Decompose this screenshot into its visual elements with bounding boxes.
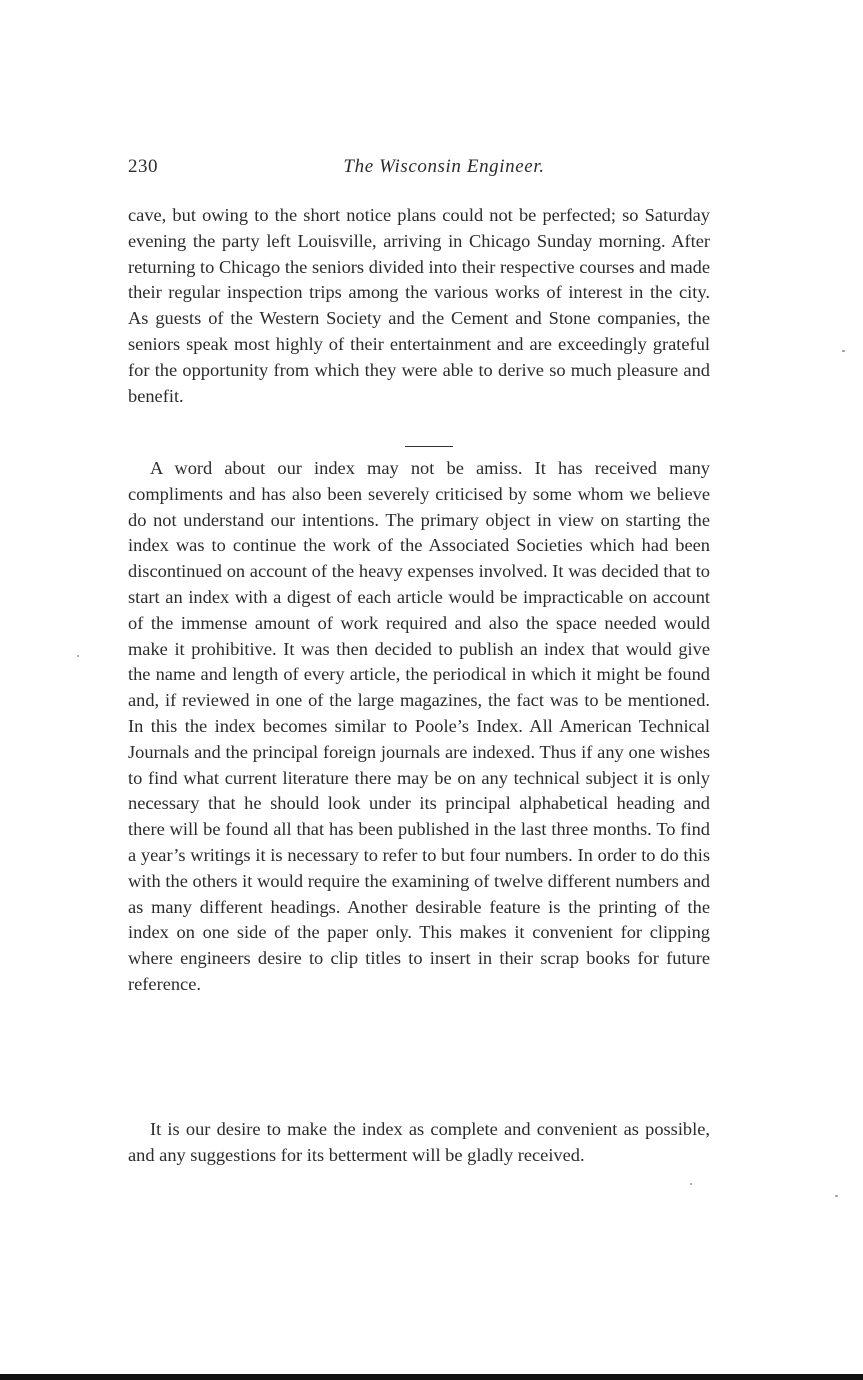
paragraph-index-desire — [128, 1117, 710, 1169]
paper-speck — [842, 350, 845, 352]
paragraph-text: cave, but owing to the short notice plans could not be perfected; so Saturday evening the party left Louisville, arriving in Chicago Sunday morning. After returning to Chicago the seniors divided into their respective courses and made their regular inspection trips among the various works of interest in the city. As guests of the Western Society and the Cement and Stone companies, the seniors speak most highly of their entertainment and are exceedingly grateful for the opportunity from which they were able to derive so much pleasure and benefit. — [128, 205, 710, 406]
paragraph-index-word — [128, 456, 710, 998]
scan-bottom-edge — [0, 1374, 863, 1380]
paper-speck — [835, 1195, 838, 1197]
paragraph-seniors-trip — [128, 203, 710, 409]
running-header — [128, 156, 710, 184]
paper-speck — [77, 655, 79, 657]
paper-speck — [690, 1183, 692, 1185]
paragraph-text: A word about our index may not be amiss. It has received many compliments and has also been severely criticised by some whom we believe do not understand our intentions. The primary object in view on starting the index was to continue the work of the Associated Societies which had been discontinued on account of the heavy expenses involved. It was decided that to start an index with a digest of each article would be impracticable on account of the immense amount of work required and also the space needed would make it prohibitive. It was then decided to publish an index that would give the name and length of every article, the periodical in which it might be found and, if reviewed in one of the large magazines, the fact was to be mentioned. In this the index becomes similar to Poole’s Index. All American Technical Journals and the principal foreign journals are indexed. Thus if any one wishes to find what current literature there may be on any technical subject it is only necessary that he should look under its principal alphabetical heading and there will be found all that has been published in the last three months. To find a year’s writings it is necessary to refer to but four numbers. In order to do this with the others it would require the examining of twelve different numbers and as many different headings. Another desirable feature is the printing of the index on one side of the paper only. This makes it convenient for clipping where engineers desire to clip titles to insert in their scrap books for future reference. — [128, 458, 710, 994]
section-divider — [405, 446, 453, 447]
page-number: 230 — [128, 156, 158, 177]
paragraph-text: It is our desire to make the index as complete and convenient as possible, and any suggestions for its betterment will be gladly received. — [128, 1119, 710, 1165]
journal-title: The Wisconsin Engineer. — [343, 156, 545, 177]
